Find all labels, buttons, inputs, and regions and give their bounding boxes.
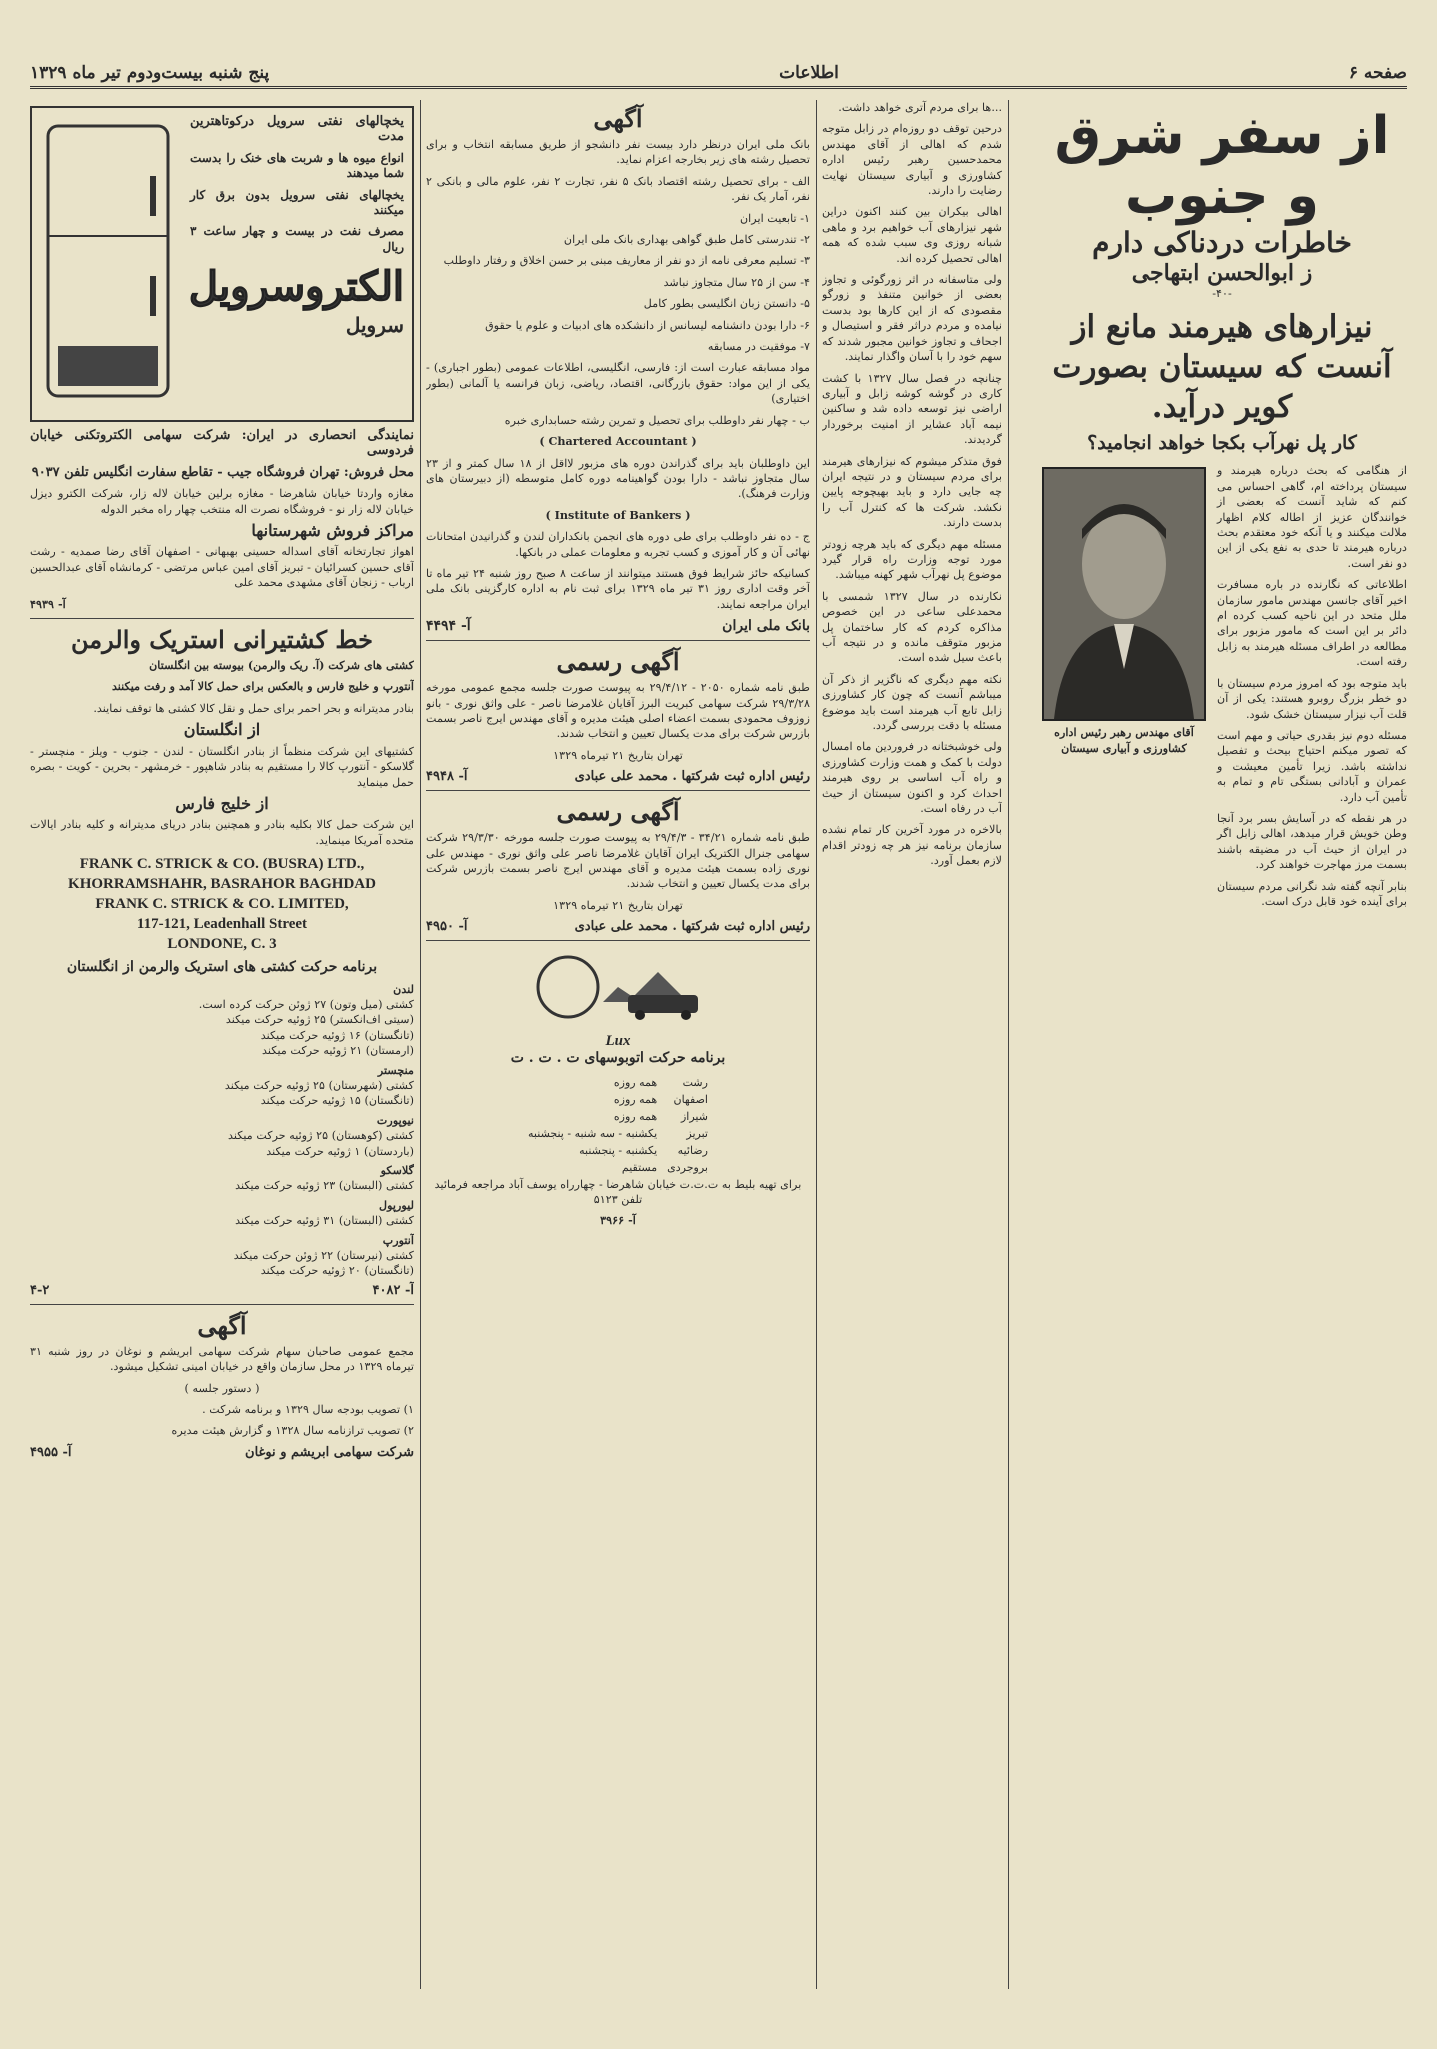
notice-item: ۱) تصویب بودجه سال ۱۳۲۹ و برنامه شرکت . — [202, 1403, 414, 1417]
port-name: لیورپول — [379, 1197, 414, 1212]
notice-code: آ- ۴۹۵۵ — [30, 1444, 72, 1460]
ad-agent: نمایندگی انحصاری در ایران: شرکت سهامی الکتروتکنی خیابان فردوسی — [30, 428, 414, 459]
official-notice-date: تهران بتاریخ ۲۱ تیرماه ۱۳۲۹ — [553, 898, 683, 912]
article-headline: از سفر شرق و جنوب — [1054, 106, 1390, 226]
from-gulf-title: از خلیج فارس — [175, 793, 269, 813]
issue-date: پنج شنبه بیست‌ودوم تیر ماه ۱۳۲۹ — [30, 63, 270, 83]
bank-ad-code: آ- ۴۴۹۴ — [426, 618, 471, 635]
ad-slogan: یخچالهای نفتی سرویل درکوتاهترین مدت — [190, 114, 404, 145]
refrigerator-illustration — [38, 116, 188, 406]
table-row: بروجردی مستقیم — [621, 1160, 708, 1174]
official-notice-signature: رئیس اداره ثبت شرکتها . محمد علی عبادی — [574, 919, 810, 935]
paragraph: اطلاعاتی که نگارنده در باره مسافرت اخیر آقای جانسن مهندس مامور سازمان ملل متحد در این ناحیه کسب کرده ام دائر بر این است که مامور مزبور برای مطالعه در اطراف مسئله هیرمند به زابل رفته است. — [1217, 578, 1407, 669]
address-line: KHORRAMSHAHR, BASRAHOR BAGHDAD — [68, 876, 376, 893]
official-notice-body: طبق نامه شماره ۳۴/۲۱ - ۲۹/۴/۳ به پیوست صورت جلسه مورخه ۲۹/۳/۳۰ شرکت سهامی جنرال الکتریک ایران آقایان غلامرضا ناصر علی واثق نوری - مهندس علی نوری زاده بسمت هیئت مدیره و آقای مهندس ایرج ناصر بسمت بازرس شرکت برای مدت یکسال تعیین و انتخاب شدند. — [426, 831, 810, 891]
from-gulf-text: این شرکت حمل کالا بکلیه بنادر و همچنین بنادر دریای مدیترانه و کلیه بنادر ایالات متحده آمریکا مینماید. — [30, 818, 414, 847]
table-row: رشت همه روزه — [613, 1075, 708, 1089]
list-item: ۵- دانستن زبان انگلیسی بطور کامل — [643, 297, 810, 311]
shipping-line-sub: کشتی های شرکت (آ. ریک والرمن) بیوسته بین انگلستان — [149, 658, 414, 673]
sales-centers-title: مراکز فروش شهرستانها — [251, 521, 414, 541]
paragraph: بالاخره در مورد آخرین کار تمام نشده سازمان برنامه نیز هر چه زودتر اقدام لازم بعمل آورد. — [822, 823, 1002, 868]
address-line: LONDONE, C. 3 — [167, 936, 277, 953]
ship-row: (تانگستان) ۲۰ ژوئیه حرکت میکند — [260, 1264, 414, 1278]
bank-ad-text: کسانیکه حائز شرایط فوق هستند میتوانند از ساعت ۸ صبح روز شنبه ۲۴ تیر ماه تا آخر وقت اداری روز ۳۱ تیر ماه ۱۳۲۹ برای ثبت نام به اداره کارگزینی بانک ملی ایران مراجعه نمایند. — [426, 566, 810, 611]
official-notice-code: آ- ۴۹۴۸ — [426, 769, 468, 785]
paragraph: اهالی بیکران بین کنند اکنون دراین شهر نیزارهای آب خواهیم برد و ماهی شبانه روزی وی سبب شده که همه اهالی تحصیل کرده اند. — [822, 205, 1002, 265]
notice-item: ( دستور جلسه ) — [184, 1381, 260, 1395]
port-name: آنتورپ — [382, 1232, 414, 1247]
shipping-line-title: خط کشتیرانی استریک والرمن — [71, 625, 373, 655]
paragraph: مسئله دوم نیز بقدری حیاتی و مهم است که تصور میکنم احتیاج بیحث و تفصیل نداشته باشد. زیرا تأمین معیشت و عمران و آبادانی بستگی تام و تمام به تأمین آب دارد. — [1217, 728, 1407, 804]
paragraph: ولی متاسفانه در اثر زورگوئی و تجاوز بعضی از خوانین متنفذ و زورگو مقصودی که از این کارها بود بدست نیامده و مردم دراثر فقر و استیصال و اجحاف و تجاوز خوانین مجبور شدند که سهم خود را با آسان واگذار نمایند. — [822, 273, 1002, 364]
bank-ad-text: ب - چهار نفر داوطلب برای تحصیل و تمرین رشته حسابداری خبره — [504, 413, 810, 427]
paper-name: اطلاعات — [779, 63, 839, 83]
photo-caption: آقای مهندس رهبر رئیس اداره کشاورزی و آبیاری سیستان — [1054, 725, 1194, 755]
bank-ad-signature: بانک ملی ایران — [722, 618, 810, 635]
notice-title: آگهی — [197, 1310, 247, 1340]
ship-row: کشتی (شهرستان) ۲۵ ژوئیه حرکت میکند — [224, 1078, 414, 1092]
table-row: رضائیه یکشنبه - پنجشنبه — [579, 1143, 708, 1157]
refrigerator-ad — [30, 106, 414, 422]
paragraph: ولی خوشبختانه در فروردین ماه امسال دولت با کمک و همت وزارت کشاورزی و راه آب اساسی بر روی هیرمند احداث کرد و اکنون سیستان از حیث آب در رفاه است. — [822, 740, 1002, 816]
article-continuation — [822, 100, 1002, 1989]
bus-schedule-table — [522, 1073, 714, 1177]
article-subheadline: خاطرات دردناکی دارم — [1092, 226, 1352, 259]
list-item: ۶- دارا بودن دانشنامه لیسانس از دانشکده های ادبیات و علوم یا حقوق — [485, 318, 810, 332]
list-item: ۲- تندرستی کامل طبق گواهی بهداری بانک ملی ایران — [563, 233, 810, 247]
article-title: نیزارهای هیرمند مانع از آنست که سیستان بصورت کویر درآید. — [1052, 309, 1392, 426]
article-question: کار پل نهرآب بکجا خواهد انجامید؟ — [1087, 432, 1357, 455]
paragraph: مسئله مهم دیگری که باید هرچه زودتر مورد توجه وزارت راه قرار گیرد موضوع پل نهرآب شهر کهنه میباشد. — [822, 537, 1002, 582]
paragraph: در هر نقطه که در آسایش بسر برد آنجا وطن خویش قرار میدهد، اهالی زابل اگر در ایران از حیث آب در مضیقه باشند بسمت مرز مهاجرت خواهند کرد. — [1217, 811, 1407, 872]
sales-centers-code: آ- ۴۹۳۹ — [30, 596, 66, 611]
ship-schedule — [30, 982, 414, 1279]
official-notice-title: آگهی رسمی — [556, 647, 680, 677]
official-notice-title: آگهی رسمی — [556, 797, 680, 827]
ad-slogan: یخچالهای نفتی سرویل بدون برق کار میکنند — [190, 187, 404, 218]
bank-ad-text: مواد مسابقه عبارت است از: فارسی، انگلیسی، اطلاعات عمومی (بطور اجباری) - یکی از این مواد: حقوق بازرگانی، اقتصاد، ریاضی، زبان فرانسه یا آلمانی (بطور اختیاری) — [426, 361, 810, 406]
ship-row: (تانگستان) ۱۵ ژوئیه حرکت میکند — [260, 1094, 414, 1108]
ship-row: (باردستان) ۱ ژوئیه حرکت میکند — [266, 1144, 414, 1158]
bus-company-logo — [426, 947, 810, 1051]
port-name: منچستر — [377, 1062, 414, 1077]
list-item: ۱- تابعیت ایران — [739, 211, 810, 225]
notice-body: مجمع عمومی صاحبان سهام شرکت سهامی ابریشم و نوغان در روز شنبه ۳۱ تیرماه ۱۳۲۹ در محل سازمان واقع در خیابان امینی تشکیل میشود. — [30, 1344, 414, 1374]
bus-schedule-title: برنامه حرکت اتوبوسهای ت . ت . ت — [510, 1050, 726, 1067]
list-item: ۳- تسلیم معرفی نامه از دو نفر از معاریف مبنی بر حسن اخلاق و رفتار داوطلب — [443, 254, 810, 268]
column-rule — [816, 100, 817, 1989]
logo-text: Lux — [605, 1033, 631, 1050]
ad-slogan: مصرف نفت در بیست و چهار ساعت ۳ ریال — [190, 224, 404, 254]
address-line: FRANK C. STRICK & CO. LIMITED, — [95, 896, 349, 913]
column-rule — [1008, 100, 1009, 1989]
list-item: ۷- موفقیت در مسابقه — [707, 340, 810, 354]
shipping-line-note: بنادر مدیترانه و بحر احمر برای حمل و نقل کالا کشتی ها توقف نمایند. — [93, 701, 414, 715]
official-notice-code: آ- ۴۹۵۰ — [426, 919, 468, 935]
paragraph: نکارنده در سال ۱۳۲۷ شمسی با محمدعلی ساعی در این خصوص مذاکره کردم که کار ساختمان پل مزبور متوقف مانده و در نتیجه آب باعث سیل شده است. — [822, 589, 1002, 665]
ad-slogan: انواع میوه ها و شربت های خنک را بدست شما میدهند — [190, 150, 404, 181]
paragraph: نکته مهم دیگری که ناگزیر از ذکر آن میباشم آنست که چون کار کشاورزی زابل تابع آب هیرمند است باید موضوع مسئله با دقت بررسی گردد. — [822, 672, 1002, 733]
shipping-code: آ- ۴۰۸۲ — [372, 1282, 414, 1298]
paragraph: بنابر آنچه گفته شد نگرانی مردم سیستان برای آینده خود قابل درک است. — [1217, 879, 1407, 908]
paragraph: ...ها برای مردم آتری خواهد داشت. — [838, 101, 1002, 114]
ship-row: کشتی (البستان) ۳۱ ژوئیه حرکت میکند — [235, 1214, 414, 1228]
ship-row: کشتی (نیرستان) ۲۲ ژوئن حرکت میکند — [233, 1249, 414, 1263]
portrait-photo — [1042, 467, 1206, 721]
ship-row: کشتی (البستان) ۲۳ ژوئیه حرکت میکند — [235, 1179, 414, 1193]
shipping-line-ports: آنتورپ و خلیج فارس و بالعکس برای حمل کالا آمد و رفت میکنند — [111, 679, 414, 694]
english-term: ( Institute of Bankers ) — [545, 507, 691, 522]
ads-column — [30, 100, 414, 1989]
list-item: الف - برای تحصیل رشته اقتصاد بانک ۵ نفر، تجارت ۲ نفر، علوم مالی و بانکی ۲ نفر، آمار یک نفر. — [426, 174, 810, 204]
from-england-text: کشتیهای این شرکت منظماً از بنادر انگلستان - لندن - جنوب - ویلز - منچستر - گلاسکو - آنتورپ کالا را مستقیم به بنادر شاهپور - خرمشهر - بحرین - کویت - بصره حمل مینماید — [30, 744, 414, 789]
paragraph: فوق متذکر میشوم که نیزارهای هیرمند برای مردم سیستان و در نتیجه ایران چه جایی دارد و باید بهیچوجه پایین نکشد. شرکت ها که کنترل آب را بدست دارند. — [822, 454, 1002, 530]
ship-row: (ارمستان) ۲۱ ژوئیه حرکت میکند — [262, 1044, 414, 1058]
port-name: گلاسکو — [380, 1163, 414, 1177]
table-row: تبریز یکشنبه - سه شنبه - پنجشنبه — [528, 1126, 708, 1140]
table-row: شیراز همه روزه — [613, 1109, 708, 1123]
ad-brand: الکتروسرویل — [188, 263, 404, 311]
from-england-title: از انگلستان — [183, 720, 261, 740]
bank-ad-intro: بانک ملی ایران درنظر دارد بیست نفر دانشجو از طریق مسابقه انتخاب و برای تحصیل رشته های زیر بخارجه اعزام نماید. — [426, 138, 810, 167]
paragraph: درحین توقف دو روزه‌ام در زابل متوجه شدم که اهالی از آقای مهندس محمدحسین رهبر رئیس اداره کشاورزی و آبیاری سیستان نهایت رضایت را دارند. — [822, 122, 1002, 198]
list-item: ۴- سن از ۲۵ سال متجاوز نباشد — [663, 275, 810, 289]
port-name: لندن — [393, 981, 414, 996]
article-byline: ز ابوالحسن ابتهاجی — [1131, 260, 1313, 286]
official-notice-body: طبق نامه شماره ۲۰۵۰ - ۲۹/۴/۱۲ به پیوست صورت جلسه مجمع عمومی مورخه ۲۹/۳/۲۸ شرکت سهامی کبریت البرز آقایان غلامرضا ناصر - علی واثق نوری - بانو زوزوف محمودی بسمت اعضاء اصلی هیئت مدیره و آقای مهندس ایرج ناصر بسمت بازرس شرکت برای مدت یکسال تعیین و انتخاب شدند. — [426, 681, 810, 741]
ship-row: (تانگستان) ۱۶ ژوئیه حرکت میکند — [260, 1028, 414, 1042]
english-term: ( Chartered Accountant ) — [539, 434, 697, 449]
paragraph: باید متوجه بود که امروز مردم سیستان با دو خطر بزرگ روبرو هستند: یکی از آن قلت آب نیزار سیستان خشک شود. — [1217, 676, 1407, 721]
notice-item: ۲) تصویب ترازنامه سال ۱۳۲۸ و گزارش هیئت مدیره — [171, 1424, 414, 1438]
bus-schedule-footer: برای تهیه بلیط به ت.ت.ت خیابان شاهرضا - چهارراه یوسف آباد مراجعه فرمائید تلفن ۵۱۲۳ — [434, 1177, 802, 1207]
ad-sale-point: محل فروش: تهران فروشگاه جیب - تقاطع سفارت انگلیس تلفن ۹۰۳۷ — [31, 464, 414, 480]
official-notice-signature: رئیس اداره ثبت شرکتها . محمد علی عبادی — [574, 769, 810, 785]
page-number: صفحه ۶ — [1348, 63, 1407, 83]
notice-signature: شرکت سهامی ابریشم و نوغان — [245, 1444, 414, 1460]
shipping-code-2: ۴-۲ — [30, 1282, 50, 1298]
notices-column — [426, 100, 810, 1989]
official-notice-date: تهران بتاریخ ۲۱ تیرماه ۱۳۲۹ — [553, 748, 683, 762]
feature-article — [1037, 100, 1407, 1989]
paragraph: از هنگامی که بحث درباره هیرمند و سیستان پرداخته ام، گاهی احساس می کنم که شاید آنست که بعضی از خوانندگان عزیز از اطاله کلام اظهار ملالت میکنند و یا آنکه خود معتقدم بحث درباره هیرمند تا حدی به نفع یکی از این دو نفر است. — [1217, 464, 1407, 570]
paragraph: چنانچه در فصل سال ۱۳۲۷ با کشت کاری در گوشه کوشه زابل و آبیاری اراضی نیز توسعه داده شد و ساکنین نیمه آباد عشایر از امنیت برخوردار گردیدند. — [822, 371, 1002, 447]
bank-ad-list — [426, 174, 810, 355]
bank-ad-text: این داوطلبان باید برای گذراندن دوره های مزبور لااقل از ۱۸ سال کمتر و از ۲۳ سال متجاوز نباشد - دارا بودن گواهینامه دوره کامل متوسطه (از دبیرستان های وزارت فرهنگ). — [426, 456, 810, 501]
port-name: نیوپورت — [376, 1112, 414, 1127]
dealers-list: مغازه واردتا خیابان شاهرضا - مغازه برلین خیابان لاله زار، شرکت الکترو دیزل خیابان لاله زار نو - فروشگاه نصرت اله منتخب چهار راه مخبر الدوله — [30, 487, 414, 516]
ship-row: کشتی (میل وتون) ۲۷ ژوئن حرکت کرده است. — [198, 997, 414, 1011]
agent-address-en — [30, 854, 414, 954]
sales-centers-list: اهواز تجارتخانه آقای اسداله حسینی بهبهانی - اصفهان آقای رضا صمدیه - رشت آقای حسین کسرائیان - تبریز آقای امین عباس مرتضی - کرمانشاه آقای عبدالحسین ارباب - زنجان آقای مشهدی محمد علی — [30, 545, 414, 590]
table-row: اصفهان همه روزه — [613, 1092, 708, 1106]
ad-brand-small: سرویل — [345, 313, 404, 338]
schedule-title: برنامه حرکت کشتی های استریک والرمن از انگلستان — [66, 959, 378, 976]
ship-row: کشتی (کوهستان) ۲۵ ژوئیه حرکت میکند — [227, 1129, 414, 1143]
article-part-number: -۴۰- — [1212, 287, 1232, 300]
bank-ad-title: آگهی — [593, 104, 643, 133]
bus-schedule-code: آ- ۳۹۶۶ — [600, 1213, 636, 1228]
bank-ad-text: ج - ده نفر داوطلب برای طی دوره های انجمن بانکداران لندن و گذرانیدن امتحانات نهائی آن و کار آموزی و کسب تجربه و معلومات عملی در بانکها. — [426, 530, 810, 559]
ship-row: (سیتی اف‌انکستر) ۲۵ ژوئیه حرکت میکند — [225, 1013, 414, 1027]
address-line: 117-121, Leadenhall Street — [136, 916, 308, 933]
column-rule — [420, 100, 421, 1989]
address-line: FRANK C. STRICK & CO. (BUSRA) LTD., — [79, 856, 365, 873]
page-header — [30, 60, 1407, 89]
